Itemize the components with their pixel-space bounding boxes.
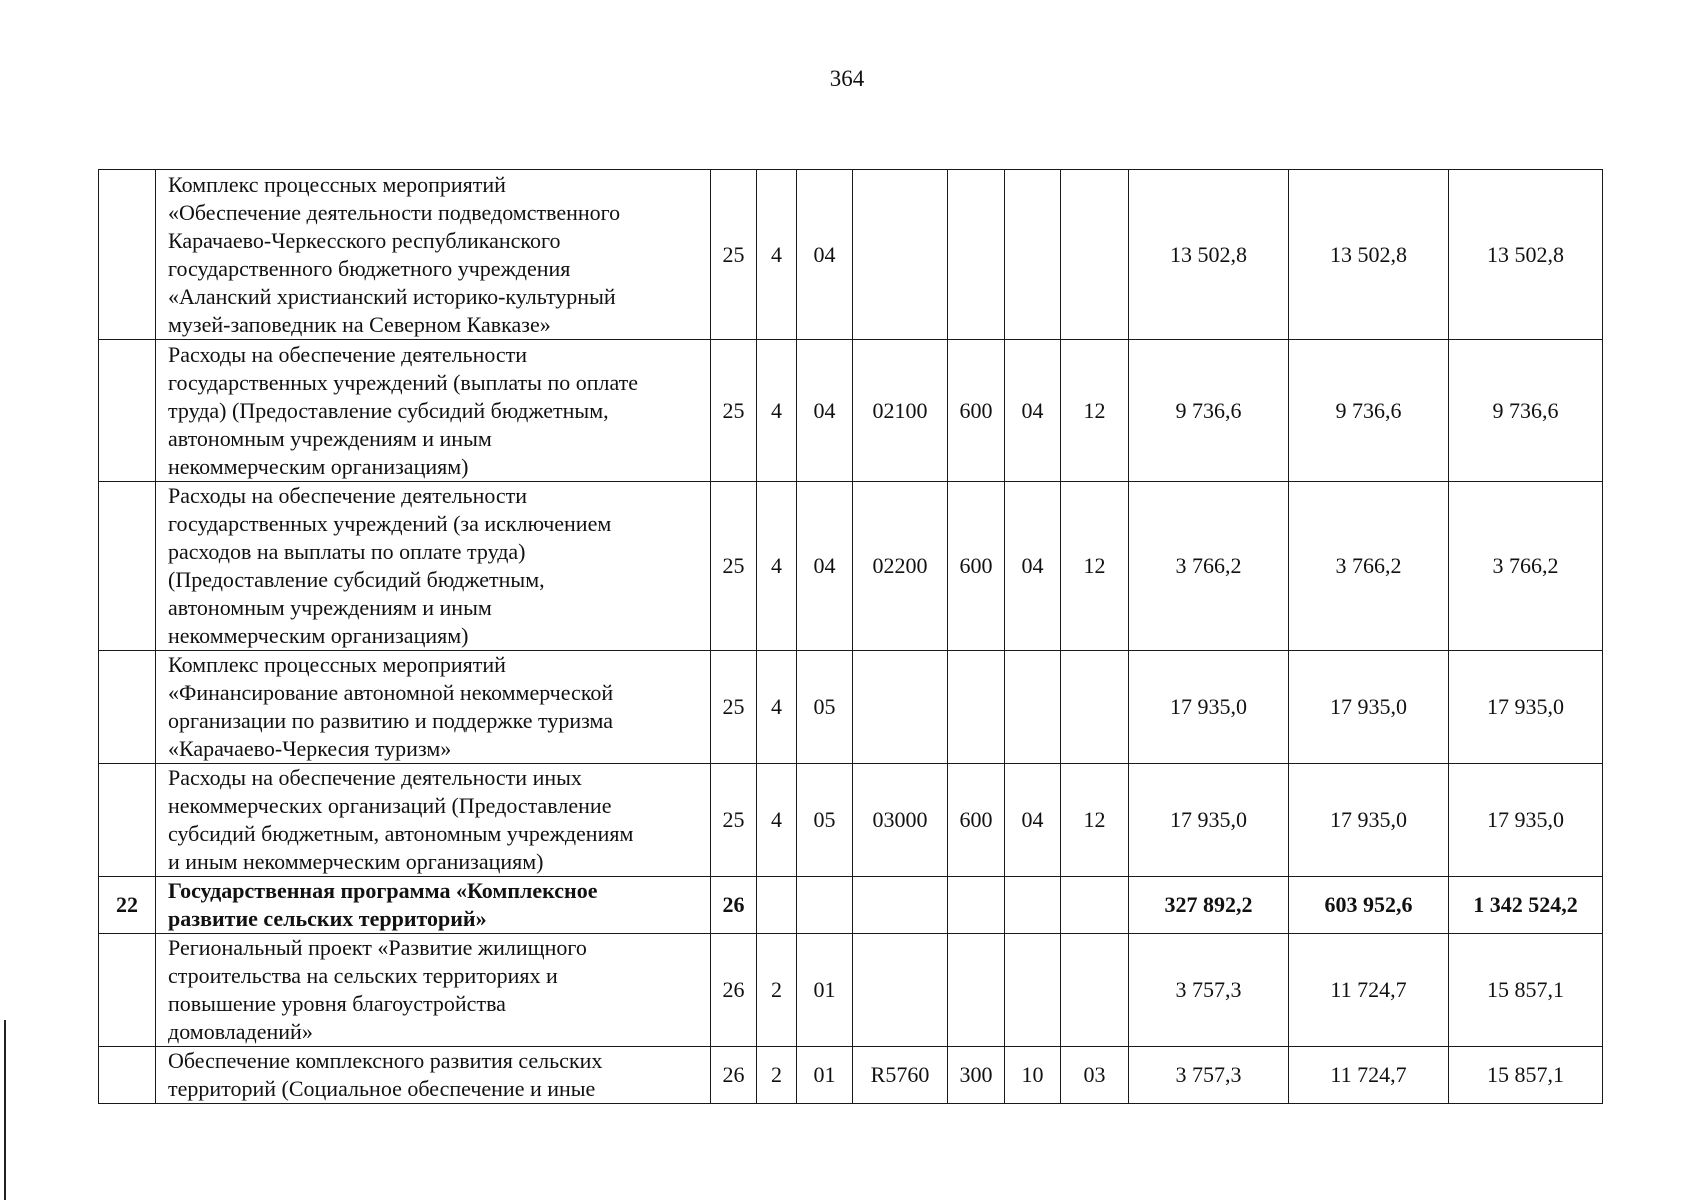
amount-year-3-cell: 15 857,1 bbox=[1449, 1047, 1603, 1104]
section-cell bbox=[1005, 651, 1061, 764]
section-cell: 04 bbox=[1005, 340, 1061, 482]
amount-year-2-cell: 17 935,0 bbox=[1289, 651, 1449, 764]
subsection-cell bbox=[1061, 934, 1129, 1047]
subsection-cell: 03 bbox=[1061, 1047, 1129, 1104]
program-code-cell: 26 bbox=[711, 934, 757, 1047]
row-name-cell: Комплекс процессных мероприятий «Обеспечение деятельности подведомственного Карачаево-Черкесского республиканского государственного бюджетного учреждения «Аланский христианский историко-культурный музей-заповедник на Северном Кавказе» bbox=[156, 170, 711, 340]
table-row bbox=[99, 651, 1603, 764]
amount-year-2-cell: 3 766,2 bbox=[1289, 482, 1449, 651]
row-name-cell: Государственная программа «Комплексное развитие сельских территорий» bbox=[156, 877, 711, 934]
structure-type-cell: 4 bbox=[757, 170, 797, 340]
amount-year-3-cell: 13 502,8 bbox=[1449, 170, 1603, 340]
structure-type-cell bbox=[757, 877, 797, 934]
structure-element-cell: 01 bbox=[797, 1047, 853, 1104]
row-number-cell bbox=[99, 651, 156, 764]
section-cell bbox=[1005, 877, 1061, 934]
expense-type-cell bbox=[948, 170, 1005, 340]
structure-type-cell: 2 bbox=[757, 1047, 797, 1104]
amount-year-2-cell: 13 502,8 bbox=[1289, 170, 1449, 340]
amount-year-2-cell: 17 935,0 bbox=[1289, 764, 1449, 877]
structure-type-cell: 4 bbox=[757, 764, 797, 877]
program-code-cell: 25 bbox=[711, 170, 757, 340]
amount-year-2-cell: 9 736,6 bbox=[1289, 340, 1449, 482]
row-number-cell bbox=[99, 170, 156, 340]
amount-year-1-cell: 17 935,0 bbox=[1129, 651, 1289, 764]
amount-year-2-cell: 11 724,7 bbox=[1289, 1047, 1449, 1104]
amount-year-2-cell: 603 952,6 bbox=[1289, 877, 1449, 934]
row-number-cell bbox=[99, 340, 156, 482]
row-name-cell: Расходы на обеспечение деятельности государственных учреждений (выплаты по оплате труда) (Предоставление субсидий бюджетным, автономным учреждениям и иным некоммерческим организациям) bbox=[156, 340, 711, 482]
structure-element-cell: 01 bbox=[797, 934, 853, 1047]
row-number-cell bbox=[99, 934, 156, 1047]
structure-type-cell: 2 bbox=[757, 934, 797, 1047]
structure-type-cell: 4 bbox=[757, 651, 797, 764]
expense-type-cell: 600 bbox=[948, 340, 1005, 482]
subsection-cell: 12 bbox=[1061, 764, 1129, 877]
amount-year-3-cell: 15 857,1 bbox=[1449, 934, 1603, 1047]
amount-year-3-cell: 3 766,2 bbox=[1449, 482, 1603, 651]
table-row bbox=[99, 482, 1603, 651]
structure-element-cell: 05 bbox=[797, 651, 853, 764]
table-row bbox=[99, 1047, 1603, 1104]
row-name-cell: Расходы на обеспечение деятельности государственных учреждений (за исключением расходов на выплаты по оплате труда) (Предоставление субсидий бюджетным, автономным учреждениям и иным некоммерческим организациям) bbox=[156, 482, 711, 651]
structure-type-cell: 4 bbox=[757, 340, 797, 482]
expense-direction-cell bbox=[853, 934, 948, 1047]
program-code-cell: 25 bbox=[711, 482, 757, 651]
expense-direction-cell bbox=[853, 877, 948, 934]
expense-direction-cell bbox=[853, 651, 948, 764]
amount-year-1-cell: 3 757,3 bbox=[1129, 1047, 1289, 1104]
expense-type-cell bbox=[948, 934, 1005, 1047]
section-cell bbox=[1005, 934, 1061, 1047]
table-row bbox=[99, 877, 1603, 934]
subsection-cell bbox=[1061, 651, 1129, 764]
structure-element-cell: 04 bbox=[797, 482, 853, 651]
expense-direction-cell: 02100 bbox=[853, 340, 948, 482]
subsection-cell: 12 bbox=[1061, 340, 1129, 482]
row-name-cell: Обеспечение комплексного развития сельских территорий (Социальное обеспечение и иные bbox=[156, 1047, 711, 1104]
subsection-cell bbox=[1061, 877, 1129, 934]
amount-year-1-cell: 13 502,8 bbox=[1129, 170, 1289, 340]
scan-edge-line bbox=[4, 1020, 6, 1200]
expense-type-cell bbox=[948, 651, 1005, 764]
program-code-cell: 25 bbox=[711, 340, 757, 482]
expense-direction-cell: 02200 bbox=[853, 482, 948, 651]
subsection-cell bbox=[1061, 170, 1129, 340]
amount-year-1-cell: 327 892,2 bbox=[1129, 877, 1289, 934]
expense-type-cell: 600 bbox=[948, 482, 1005, 651]
amount-year-2-cell: 11 724,7 bbox=[1289, 934, 1449, 1047]
amount-year-3-cell: 17 935,0 bbox=[1449, 651, 1603, 764]
budget-table bbox=[98, 169, 1603, 1104]
row-name-cell: Региональный проект «Развитие жилищного строительства на сельских территориях и повышение уровня благоустройства домовладений» bbox=[156, 934, 711, 1047]
amount-year-3-cell: 9 736,6 bbox=[1449, 340, 1603, 482]
program-code-cell: 25 bbox=[711, 764, 757, 877]
expense-type-cell: 600 bbox=[948, 764, 1005, 877]
page-number: 364 bbox=[829, 66, 865, 91]
expense-type-cell: 300 bbox=[948, 1047, 1005, 1104]
structure-element-cell: 05 bbox=[797, 764, 853, 877]
row-name-cell: Расходы на обеспечение деятельности иных некоммерческих организаций (Предоставление субсидий бюджетным, автономным учреждениям и иным некоммерческим организациям) bbox=[156, 764, 711, 877]
program-code-cell: 25 bbox=[711, 651, 757, 764]
structure-element-cell bbox=[797, 877, 853, 934]
amount-year-1-cell: 9 736,6 bbox=[1129, 340, 1289, 482]
table-row bbox=[99, 934, 1603, 1047]
expense-type-cell bbox=[948, 877, 1005, 934]
structure-element-cell: 04 bbox=[797, 170, 853, 340]
table-row bbox=[99, 340, 1603, 482]
expense-direction-cell: 03000 bbox=[853, 764, 948, 877]
program-code-cell: 26 bbox=[711, 1047, 757, 1104]
row-number-cell bbox=[99, 764, 156, 877]
section-cell: 10 bbox=[1005, 1047, 1061, 1104]
structure-element-cell: 04 bbox=[797, 340, 853, 482]
row-number-cell bbox=[99, 1047, 156, 1104]
amount-year-1-cell: 3 757,3 bbox=[1129, 934, 1289, 1047]
section-cell: 04 bbox=[1005, 482, 1061, 651]
table-row bbox=[99, 170, 1603, 340]
section-cell: 04 bbox=[1005, 764, 1061, 877]
table-row bbox=[99, 764, 1603, 877]
expense-direction-cell bbox=[853, 170, 948, 340]
table-body bbox=[99, 170, 1603, 1104]
amount-year-1-cell: 17 935,0 bbox=[1129, 764, 1289, 877]
row-number-cell: 22 bbox=[99, 877, 156, 934]
section-cell bbox=[1005, 170, 1061, 340]
program-code-cell: 26 bbox=[711, 877, 757, 934]
row-name-cell: Комплекс процессных мероприятий «Финансирование автономной некоммерческой организации по развитию и поддержке туризма «Карачаево-Черкесия туризм» bbox=[156, 651, 711, 764]
structure-type-cell: 4 bbox=[757, 482, 797, 651]
expense-direction-cell: R5760 bbox=[853, 1047, 948, 1104]
amount-year-3-cell: 17 935,0 bbox=[1449, 764, 1603, 877]
subsection-cell: 12 bbox=[1061, 482, 1129, 651]
amount-year-1-cell: 3 766,2 bbox=[1129, 482, 1289, 651]
row-number-cell bbox=[99, 482, 156, 651]
amount-year-3-cell: 1 342 524,2 bbox=[1449, 877, 1603, 934]
